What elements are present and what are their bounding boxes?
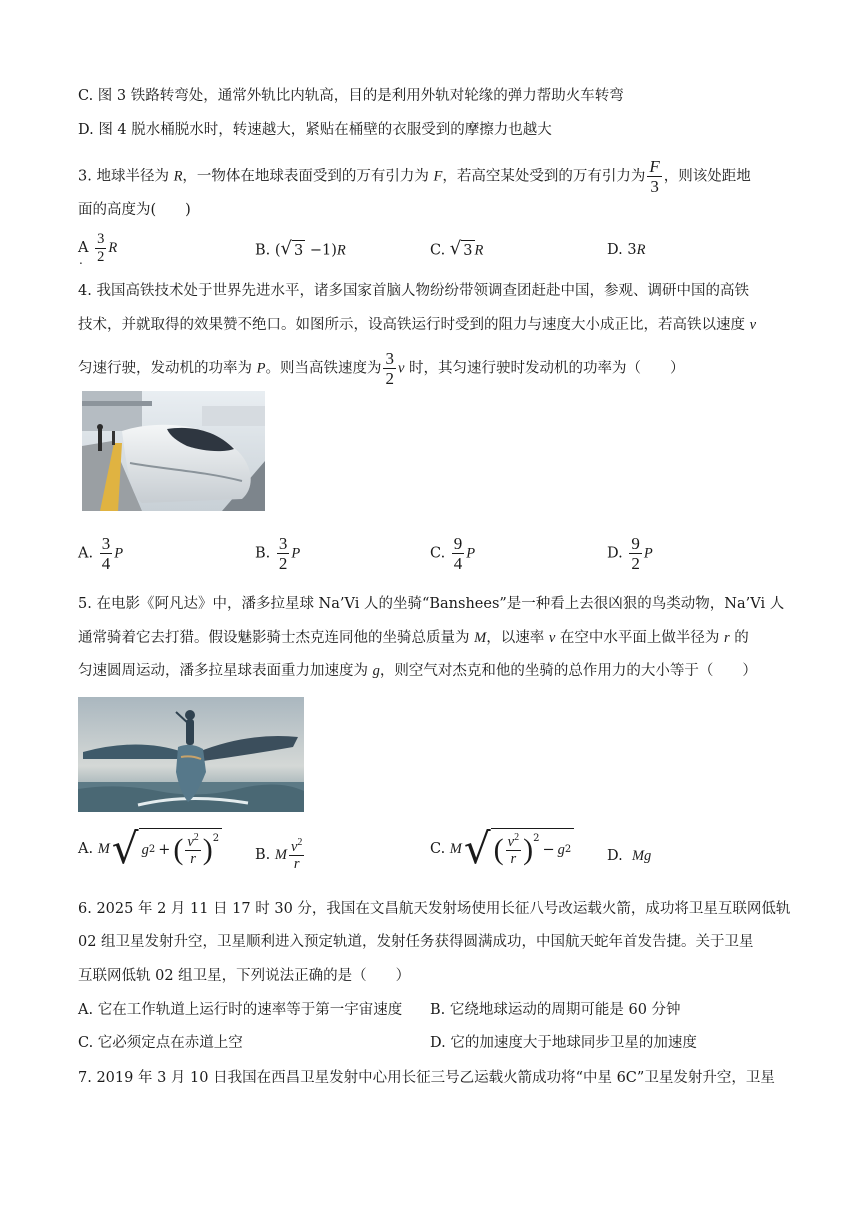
var-R: R [173,168,183,185]
q5-stem-line3 [78,661,757,681]
option-label: C. [430,841,446,857]
operator: + [158,841,171,858]
fraction-option [629,535,642,572]
fraction-numerator: F [649,157,660,176]
q6-option-b: B. 它绕地球运动的周期可能是 60 分钟 [430,1002,681,1018]
var-r: r [510,850,517,867]
var-v: v [749,317,757,333]
q6-stem-line2: 02 组卫星发射升空，卫星顺利进入预定轨道，发射任务获得圆满成功，中国航天蛇年首发告捷。关于卫星 [78,934,754,950]
var-r: r [190,850,196,867]
var-g: g [557,841,565,858]
option-label: D. [607,545,623,562]
fraction-v2-over-r [506,833,521,867]
sqrt-3: √ 3 [449,238,473,259]
q5-option-a [78,824,222,873]
q4-stem-text: 。则当高铁速度为 [265,360,382,377]
q5-stem-text: ，以速率 [486,630,549,646]
var-R: R [108,240,118,256]
var-M: M [274,846,287,863]
q4-option-d [607,535,653,572]
q5-stem-line2 [78,628,749,648]
fraction-denominator: 4 [101,554,111,573]
radicand: 3 [292,240,305,261]
option-label: C. [430,545,446,562]
sqrt-expression: √ ( $\frac{v^2}{r}$ ) 2 − g 2 [464,828,574,870]
var-P: P [256,360,266,377]
var-M: M [474,630,487,646]
fraction-option [452,535,465,572]
var-v: v [507,833,515,850]
fraction-numerator: 3 [97,231,105,247]
q2-option-d: D. 图 4 脱水桶脱水时，转速越大，紧贴在桶壁的衣服受到的摩擦力也越大 [78,122,552,138]
fraction-denominator: 2 [278,554,288,573]
fraction-denominator: 2 [97,248,105,265]
q6-option-c: C. 它必须定点在赤道上空 [78,1035,243,1051]
q3-stem-line1 [78,158,751,195]
q6-stem-line3: 互联网低轨 02 组卫星，下列说法正确的是（ ） [78,968,411,984]
fraction-denominator: 2 [385,369,394,388]
radicand: 3 [461,240,474,261]
var-v: v [397,360,405,377]
banshee-illustration [78,697,304,812]
q5-stem-text: 在空中水平面上做半径为 [555,630,724,646]
option-label: D. 3 [607,242,637,258]
var-P: P [643,545,653,562]
q6-option-a: A. 它在工作轨道上运行时的速率等于第一宇宙速度 [78,1002,403,1018]
q5-stem-text: 通常骑着它去打猎。假设魅影骑士杰克连同他的坐骑总质量为 [78,630,475,646]
var-R: R [636,242,646,258]
q4-stem-text: 技术，并就取得的效果赞不绝口。如图所示，设高铁运行时受到的阻力与速度大小成正比，若高铁以速度 [78,317,750,333]
fraction-numerator: 9 [453,534,463,553]
var-v: v [548,630,556,646]
expression-Mg: Mg [631,848,652,864]
option-label: B. [255,545,271,562]
fraction-denominator: 4 [453,554,463,573]
q3-stem-text: ，若高空某处受到的万有引力为 [442,168,646,185]
q7-stem-line1: 7. 2019 年 3 月 10 日我国在西昌卫星发射中心用长征三号乙运载火箭成功将“中星 6C”卫星发射升空，卫星 [78,1070,775,1086]
exponent: 2 [212,833,220,844]
fraction-3-over-2 [95,232,106,264]
banshee-rider-photo [78,697,304,812]
q5-option-b [255,838,306,872]
var-R: R [474,242,484,259]
q4-stem-text: 匀速行驶，发动机的功率为 [78,360,257,377]
q4-stem-line1: 4. 我国高铁技术处于世界先进水平，诸多国家首脑人物纷纷带领调查团赶赴中国，参观、调研中国的高铁 [78,283,749,299]
exponent: 2 [514,831,520,843]
q4-option-a [78,535,123,572]
fraction-option [100,535,113,572]
fraction-numerator: 3 [385,349,394,368]
q6-option-d: D. 它的加速度大于地球同步卫星的加速度 [430,1035,697,1051]
high-speed-train-photo [82,391,265,511]
var-F: F [433,168,443,185]
option-label: A [78,240,89,256]
q5-option-d [607,846,651,866]
q3-option-c [430,240,483,261]
q2-option-c: C. 图 3 铁路转弯处，通常外轨比内轨高，目的是利用外轨对轮缘的弹力帮助火车转弯 [78,88,624,104]
option-label: A. [78,841,94,857]
q3-stem-text: ，则该处距地 [663,168,751,185]
q3-stem-text: ，一物体在地球表面受到的万有引力为 [182,168,434,185]
option-label: C. [430,242,446,259]
option-label: B. ( [255,242,281,259]
q3-option-b [255,240,346,261]
var-P: P [466,545,476,562]
fraction-option [277,535,290,572]
option-text: −1) [305,242,337,259]
var-M: M [97,841,110,857]
var-P: P [114,545,124,562]
q4-stem-line2 [78,315,756,335]
fraction-numerator: 3 [101,534,111,553]
q4-option-c [430,535,475,572]
var-R: R [336,242,346,259]
var-v: v [187,833,194,850]
q4-stem-line3 [78,350,685,387]
fraction-v2-over-r [185,833,200,867]
train-illustration [82,391,265,511]
sqrt-3: √ 3 [280,238,304,259]
var-r: r [293,856,300,873]
var-P: P [291,545,301,562]
exponent: 2 [297,837,303,848]
var-g: g [141,841,149,858]
var-M: M [449,841,462,857]
fraction-denominator: 2 [631,554,640,573]
exponent: 2 [193,831,199,843]
fraction-numerator: 9 [631,534,640,553]
q6-stem-line1: 6. 2025 年 2 月 11 日 17 时 30 分，我国在文昌航天发射场使用长征八号改运载火箭，成功将卫星互联网低轨 [78,901,791,917]
var-r: r [723,630,730,646]
q5-stem-text: ，则空气对杰克和他的坐骑的总作用力的大小等于（ ） [379,663,757,679]
fraction-v2-over-r [289,838,304,872]
q5-stem-text: 匀速圆周运动，潘多拉星球表面重力加速度为 [78,663,373,679]
q4-option-b [255,535,300,572]
q3-stem-text: 3. 地球半径为 [78,168,174,185]
var-v: v [290,838,298,855]
exponent: 2 [148,843,156,855]
q4-stem-text: 时，其匀速行驶时发动机的功率为（ ） [404,360,685,377]
fraction-F-over-3 [647,158,661,195]
q5-option-c [430,824,574,873]
q3-stem-line2: 面的高度为( ) [78,202,191,218]
q3-option-d [607,240,645,260]
fraction-denominator: 3 [650,177,659,196]
exponent: 2 [564,843,572,855]
exponent: 2 [533,833,540,844]
sqrt-expression: √ g 2 + ( $\frac{v^2}{r}$ ) 2 [112,828,222,870]
q3-option-a [78,232,117,264]
q5-stem-text: 的 [729,630,749,646]
operator: − [542,841,555,858]
fraction-3-over-2 [383,350,396,387]
option-label: B. [255,846,271,863]
q3-option-a-dot: . [79,253,83,267]
var-g: g [372,663,380,679]
fraction-numerator: 3 [278,534,288,553]
option-label: D. [607,848,623,864]
q5-stem-line1: 5. 在电影《阿凡达》中，潘多拉星球 Na’Vi 人的坐骑“Banshees”是一种看上去很凶狠的鸟类动物，Na’Vi 人 [78,596,785,612]
option-label: A. [78,545,94,562]
